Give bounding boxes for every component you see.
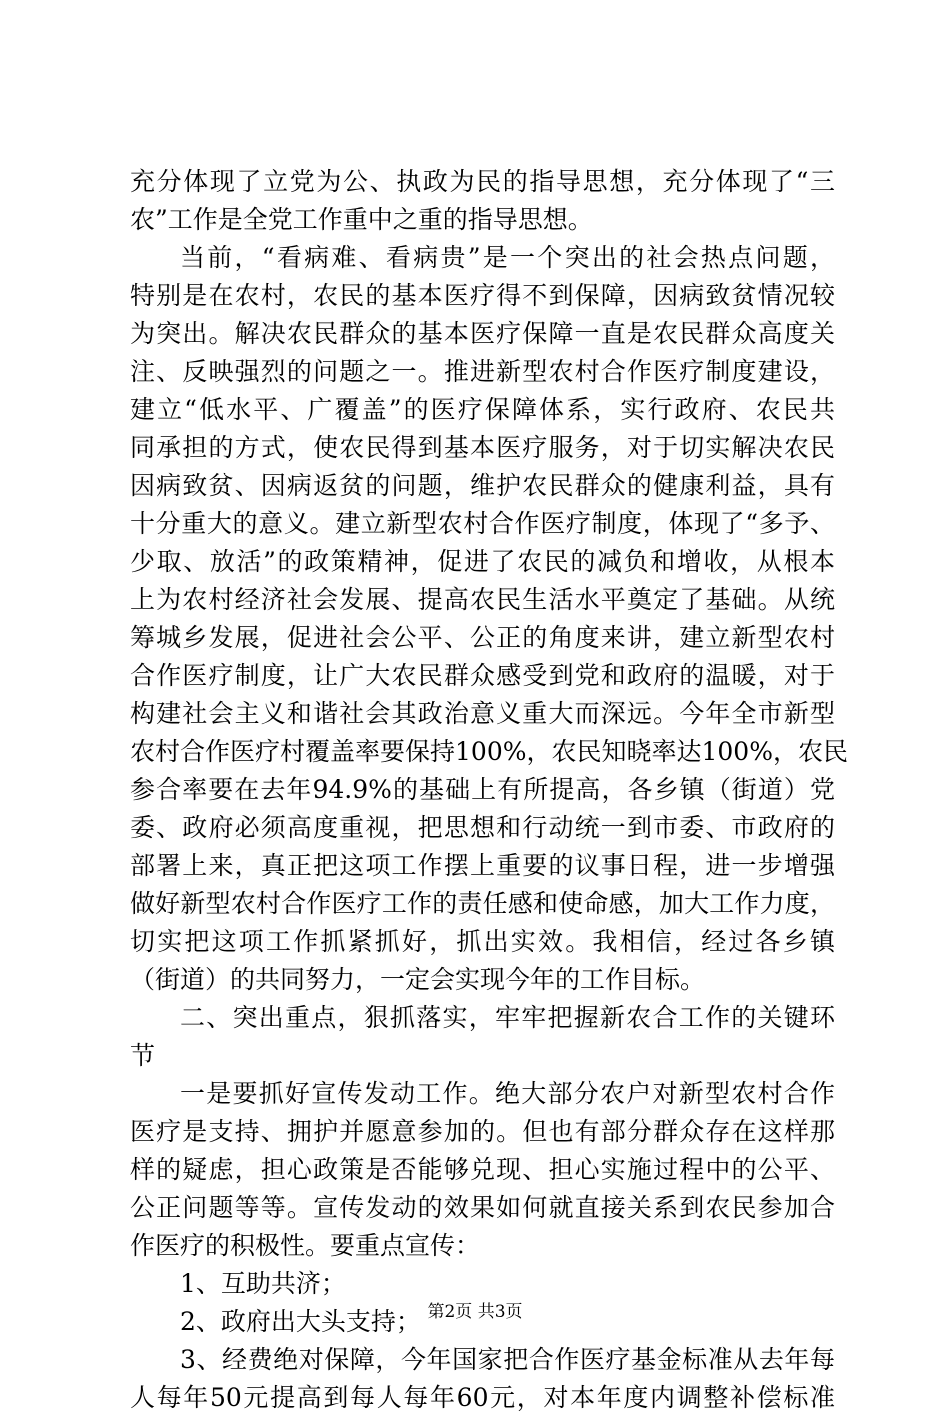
text-line: 十分重大的意义。建立新型农村合作医疗制度，体现了“多予、 (130, 509, 835, 538)
text-line: 注、反映强烈的问题之一。推进新型农村合作医疗制度建设， (130, 357, 835, 386)
text-line: 上为农村经济社会发展、提高农民生活水平奠定了基础。从统 (130, 585, 835, 614)
text-line: 同承担的方式，使农民得到基本医疗服务，对于切实解决农民 (130, 433, 835, 462)
text-line: 筹城乡发展，促进社会公平、公正的角度来讲，建立新型农村 (130, 623, 835, 652)
text-line: 部署上来，真正把这项工作摆上重要的议事日程，进一步增强 (130, 851, 835, 880)
text-line: 样的疑虑，担心政策是否能够兑现、担心实施过程中的公平、 (130, 1155, 835, 1184)
text-line: 当前，“看病难、看病贵”是一个突出的社会热点问题， (180, 243, 835, 272)
text-line: 少取、放活”的政策精神，促进了农民的减负和增收，从根本 (130, 547, 835, 576)
text-line: 二、突出重点，狠抓落实，牢牢把握新农合工作的关键环 (180, 1003, 835, 1032)
text-line: 3、经费绝对保障，今年国家把合作医疗基金标准从去年每 (180, 1345, 835, 1374)
text-line: 为突出。解决农民群众的基本医疗保障一直是农民群众高度关 (130, 319, 835, 348)
text-line: 建立“低水平、广覆盖”的医疗保障体系，实行政府、农民共 (130, 395, 835, 424)
text-line: 公正问题等等。宣传发动的效果如何就直接关系到农民参加合 (130, 1193, 835, 1222)
text-line: 因病致贫、因病返贫的问题，维护农民群众的健康利益，具有 (130, 471, 835, 500)
text-line: 充分体现了立党为公、执政为民的指导思想，充分体现了“三 (130, 167, 835, 196)
text-line: 合作医疗制度，让广大农民群众感受到党和政府的温暖，对于 (130, 661, 835, 690)
text-line: 人每年50元提高到每人每年60元，对本年度内调整补偿标准 (130, 1383, 835, 1412)
text-line: 2、政府出大头支持； (180, 1307, 421, 1336)
text-line: 医疗是支持、拥护并愿意参加的。但也有部分群众存在这样那 (130, 1117, 835, 1146)
text-line: 农”工作是全党工作重中之重的指导思想。 (130, 205, 593, 234)
text-line: 作医疗的积极性。要重点宣传： (130, 1231, 481, 1260)
text-line: （街道）的共同努力，一定会实现今年的工作目标。 (130, 965, 706, 994)
document-body (130, 163, 848, 1417)
text-line: 农村合作医疗村覆盖率要保持100%，农民知晓率达100%，农民 (130, 737, 848, 766)
text-line: 1、互助共济； (180, 1269, 346, 1298)
text-line: 特别是在农村，农民的基本医疗得不到保障，因病致贫情况较 (130, 281, 835, 310)
text-line: 参合率要在去年94.9%的基础上有所提高，各乡镇（街道）党 (130, 775, 835, 804)
text-line: 做好新型农村合作医疗工作的责任感和使命感，加大工作力度， (130, 889, 835, 918)
page-number-footer: 第2页 共3页 (427, 1302, 523, 1322)
text-line: 切实把这项工作抓紧抓好，抓出实效。我相信，经过各乡镇 (130, 927, 835, 956)
text-line: 委、政府必须高度重视，把思想和行动统一到市委、市政府的 (130, 813, 835, 842)
text-line: 构建社会主义和谐社会其政治意义重大而深远。今年全市新型 (130, 699, 835, 728)
text-line: 一是要抓好宣传发动工作。绝大部分农户对新型农村合作 (180, 1079, 835, 1108)
text-line: 节 (130, 1041, 156, 1070)
